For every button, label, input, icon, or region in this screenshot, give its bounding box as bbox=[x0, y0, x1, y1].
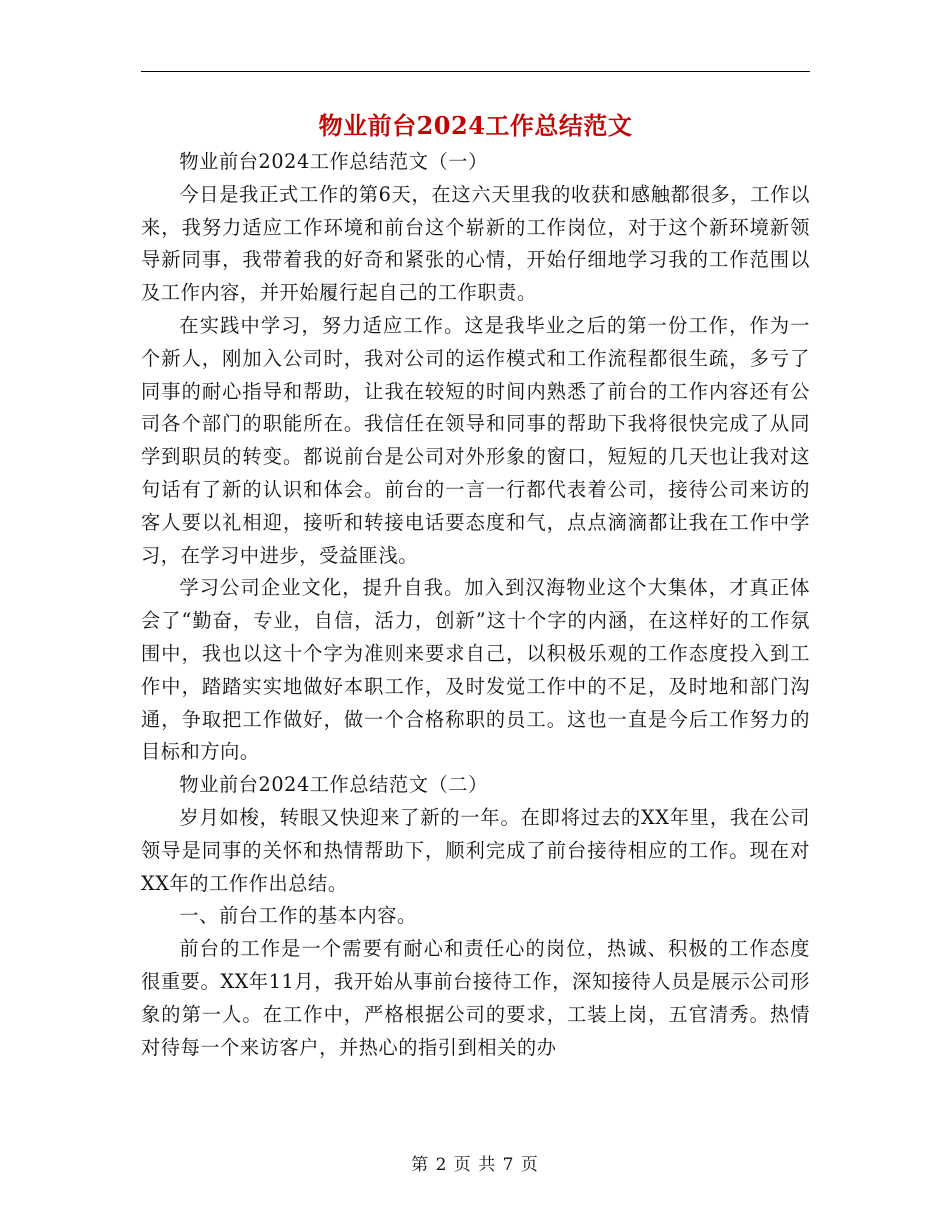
document-title: 物业前台2024工作总结范文 bbox=[318, 111, 633, 140]
page-footer: 第 2 页 共 7 页 bbox=[411, 1155, 539, 1175]
paragraph-subtitle-2: 物业前台2024工作总结范文（二） bbox=[179, 773, 488, 797]
paragraph: 岁月如梭，转眼又快迎来了新的一年。在即将过去的XX年里，我在公司领导是同事的关怀和热情帮助下，顺利完成了前台接待相应的工作。现在对XX年的工作作出总结。 bbox=[141, 805, 810, 895]
paragraph: 今日是我正式工作的第6天，在这六天里我的收获和感触都很多，工作以来，我努力适应工作环境和前台这个崭新的工作岗位，对于这个新环境新领导新同事，我带着我的好奇和紧张的心情，开始仔细地学习我的工作范围以及工作内容，并开始履行起自己的工作职责。 bbox=[141, 182, 810, 305]
document-body bbox=[141, 146, 810, 1064]
paragraph: 前台的工作是一个需要有耐心和责任心的岗位，热诚、积极的工作态度很重要。XX年11月，我开始从事前台接待工作，深知接待人员是展示公司形象的第一人。在工作中，严格根据公司的要求，工装上岗，五官清秀。热情对待每一个来访客户，并热心的指引到相关的办 bbox=[141, 937, 810, 1059]
paragraph-subtitle-1: 物业前台2024工作总结范文（一） bbox=[179, 150, 488, 173]
section-heading: 一、前台工作的基本内容。 bbox=[179, 904, 417, 928]
paragraph: 在实践中学习，努力适应工作。这是我毕业之后的第一份工作，作为一个新人，刚加入公司时，我对公司的运作模式和工作流程都很生疏，多亏了同事的耐心指导和帮助，让我在较短的时间内熟悉了前台的工作内容还有公司各个部门的职能所在。我信任在领导和同事的帮助下我将很快完成了从同学到职员的转变。都说前台是公司对外形象的窗口，短短的几天也让我对这句话有了新的认识和体会。前台的一言一行都代表着公司，接待公司来访的客人要以礼相迎，接听和转接电话要态度和气，点点滴滴都让我在工作中学习，在学习中进步，受益匪浅。 bbox=[141, 313, 810, 567]
paragraph: 学习公司企业文化，提升自我。加入到汉海物业这个大集体，才真正体会了“勤奋，专业，自信，活力，创新”这十个字的内涵，在这样好的工作氛围中，我也以这十个字为准则来要求自己，以积极乐观的工作态度投入到工作中，踏踏实实地做好本职工作，及时发觉工作中的不足，及时地和部门沟通，争取把工作做好，做一个合格称职的员工。这也一直是今后工作努力的目标和方向。 bbox=[141, 576, 810, 764]
header-rule bbox=[141, 71, 810, 72]
